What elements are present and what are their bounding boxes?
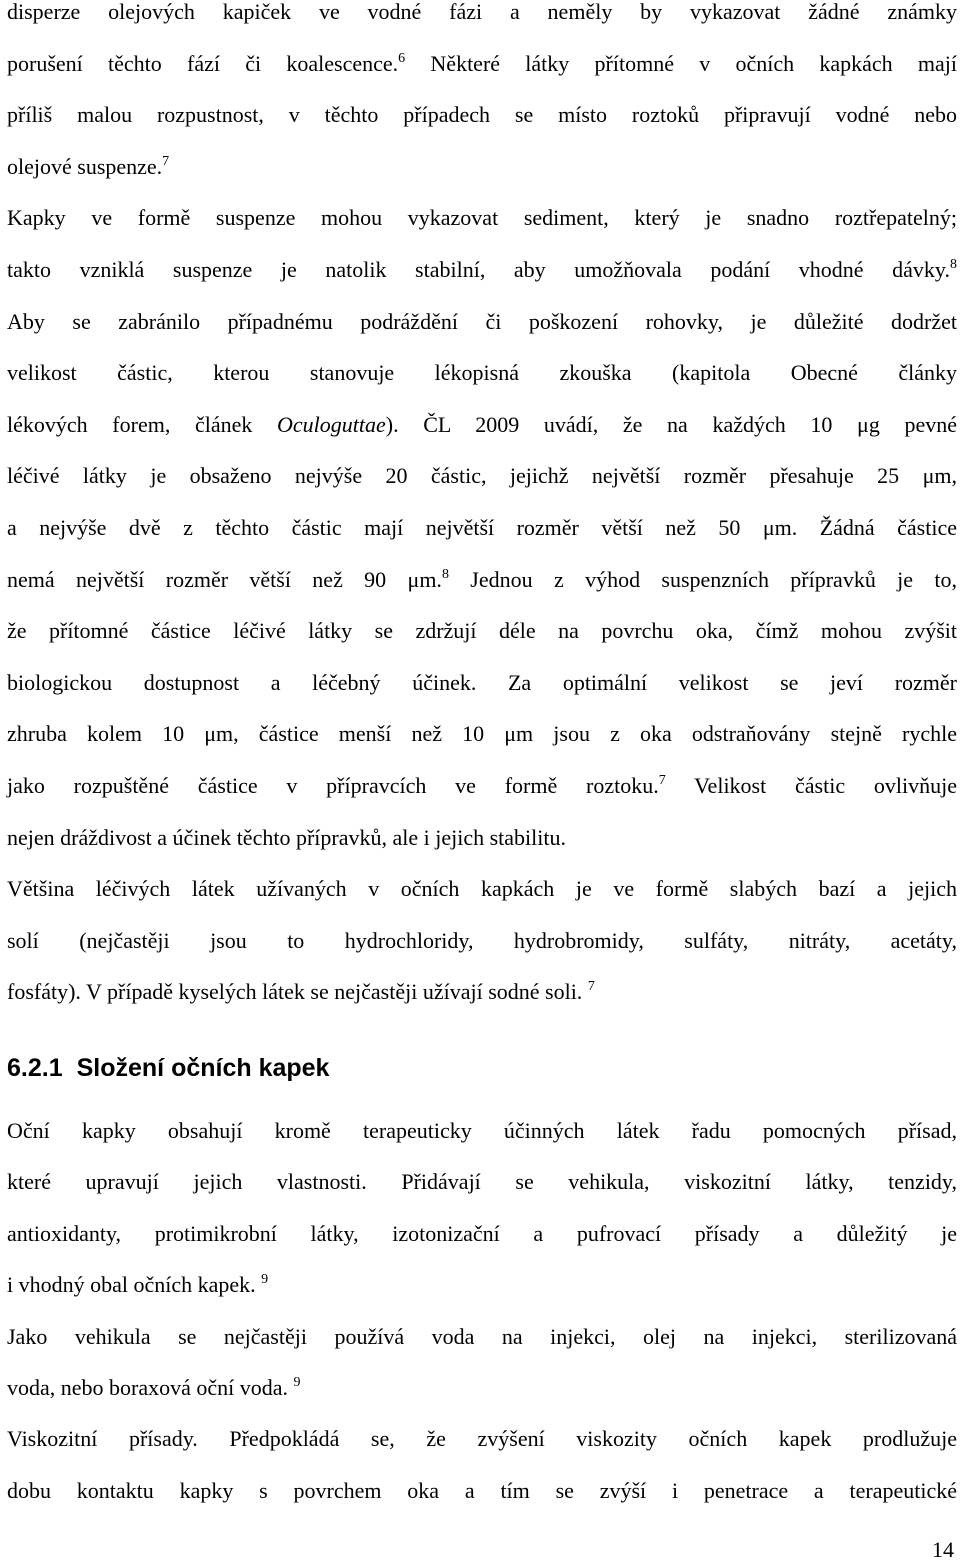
footnote-reference: 9 — [293, 1375, 301, 1390]
text-segment: Některé látky přítomné v očních kapkách mají — [405, 50, 958, 76]
text-line — [7, 1166, 957, 1198]
text-segment: zhruba kolem 10 μm, částice menší než 10 μm jsou z oka odstraňovány stejně rychle — [7, 721, 957, 747]
text-line — [7, 306, 957, 338]
text-line — [7, 254, 957, 286]
page-number: 14 — [932, 1537, 954, 1562]
text-line — [7, 770, 957, 802]
text-segment: Jednou z výhod suspenzních přípravků je to, — [448, 566, 957, 592]
text-line — [7, 409, 957, 441]
text-segment: i vhodný obal očních kapek. — [7, 1272, 256, 1298]
italic-term: Oculoguttae — [277, 411, 386, 437]
text-segment: Velikost částic ovlivňuje — [665, 773, 957, 798]
text-line — [7, 1115, 957, 1147]
text-segment: antioxidanty, protimikrobní látky, izotonizační a pufrovací přísady a důležitý je — [7, 1220, 957, 1246]
text-line — [7, 1321, 957, 1353]
text-segment: porušení těchto fází či koalescence. — [7, 50, 399, 76]
text-line — [7, 976, 957, 1008]
text-segment: jako rozpuštěné částice v přípravcích ve formě roztoku. — [7, 773, 659, 798]
text-segment: Většina léčivých látek užívaných v očních kapkách je ve formě slabých bazí a jejich — [7, 876, 957, 902]
text-segment: dobu kontaktu kapky s povrchem oka a tím se zvýší i penetrace a terapeutické — [7, 1477, 957, 1503]
text-segment: solí (nejčastěji jsou to hydrochloridy, hydrobromidy, sulfáty, nitráty, acetáty, — [7, 927, 957, 953]
text-line — [7, 0, 957, 28]
text-line — [7, 873, 957, 905]
text-line — [7, 357, 957, 389]
text-segment: které upravují jejich vlastnosti. Přidávají se vehikula, viskozitní látky, tenzidy, — [7, 1169, 957, 1195]
footnote-reference: 7 — [587, 979, 595, 995]
text-segment: ). ČL 2009 uvádí, že na každých 10 μg pevné — [385, 411, 957, 437]
text-segment: a nejvýše dvě z těchto částic mají největší rozměr větší než 50 μm. Žádná částice — [7, 515, 957, 540]
text-line — [7, 925, 957, 957]
text-line — [7, 1475, 957, 1507]
text-segment: Jako vehikula se nejčastěji používá voda na injekci, olej na injekci, sterilizovaná — [7, 1323, 957, 1349]
footnote-reference: 8 — [950, 257, 957, 272]
text-segment: olejové suspenze. — [7, 153, 163, 179]
text-segment: biologickou dostupnost a léčebný účinek. Za optimální velikost se jeví rozměr — [7, 669, 957, 695]
text-line — [7, 99, 957, 131]
text-line — [7, 48, 957, 80]
text-segment: že přítomné částice léčivé látky se zdržují déle na povrchu oka, čímž mohou zvýšit — [7, 618, 957, 644]
text-line — [7, 202, 957, 234]
footnote-reference: 6 — [398, 50, 406, 66]
text-segment: disperze olejových kapiček ve vodné fázi a neměly by vykazovat žádné známky — [7, 0, 957, 24]
text-segment: fosfáty). V případě kyselých látek se nejčastěji užívají sodné soli. — [7, 979, 583, 1005]
footnote-reference: 9 — [261, 1272, 269, 1288]
text-line — [7, 667, 957, 699]
text-line — [7, 151, 957, 183]
text-segment: Oční kapky obsahují kromě terapeuticky účinných látek řadu pomocných přísad, — [7, 1118, 957, 1143]
section-number: 6.2.1 — [7, 1054, 63, 1082]
footnote-reference: 7 — [658, 773, 666, 788]
text-line — [7, 1218, 957, 1250]
text-segment: voda, nebo boraxová oční voda. — [7, 1375, 289, 1400]
footnote-reference: 7 — [162, 153, 170, 169]
text-segment: Kapky ve formě suspenze mohou vykazovat sediment, který je snadno roztřepatelný; — [7, 205, 957, 231]
text-line — [7, 615, 957, 647]
section-title: Složení očních kapek — [76, 1054, 330, 1082]
text-segment: nejen dráždivost a účinek těchto přípravků, ale i jejich stabilitu. — [7, 824, 566, 850]
section-heading — [7, 1050, 329, 1086]
text-line — [7, 564, 957, 596]
text-segment: příliš malou rozpustnost, v těchto případech se místo roztoků připravují vodné nebo — [7, 102, 957, 128]
text-segment: nemá největší rozměr větší než 90 μm. — [7, 566, 442, 592]
text-segment: takto vzniklá suspenze je natolik stabilní, aby umožňovala podání vhodné dávky. — [7, 257, 950, 282]
text-line — [7, 1269, 957, 1301]
text-line — [7, 822, 957, 854]
text-segment: léčivé látky je obsaženo nejvýše 20 částic, jejichž největší rozměr přesahuje 25 μm, — [7, 463, 957, 489]
text-line — [7, 460, 957, 492]
text-segment: Viskozitní přísady. Předpokládá se, že zvýšení viskozity očních kapek prodlužuje — [7, 1426, 957, 1452]
text-segment: velikost částic, kterou stanovuje lékopisná zkouška (kapitola Obecné články — [7, 360, 957, 386]
text-segment: Aby se zabránilo případnému podráždění či poškození rohovky, je důležité dodržet — [7, 308, 957, 334]
text-line — [7, 1372, 957, 1404]
text-line — [7, 512, 957, 544]
text-line — [7, 1423, 957, 1455]
text-segment: lékových forem, článek — [7, 411, 278, 437]
text-line — [7, 718, 957, 750]
footnote-reference: 8 — [441, 566, 449, 582]
